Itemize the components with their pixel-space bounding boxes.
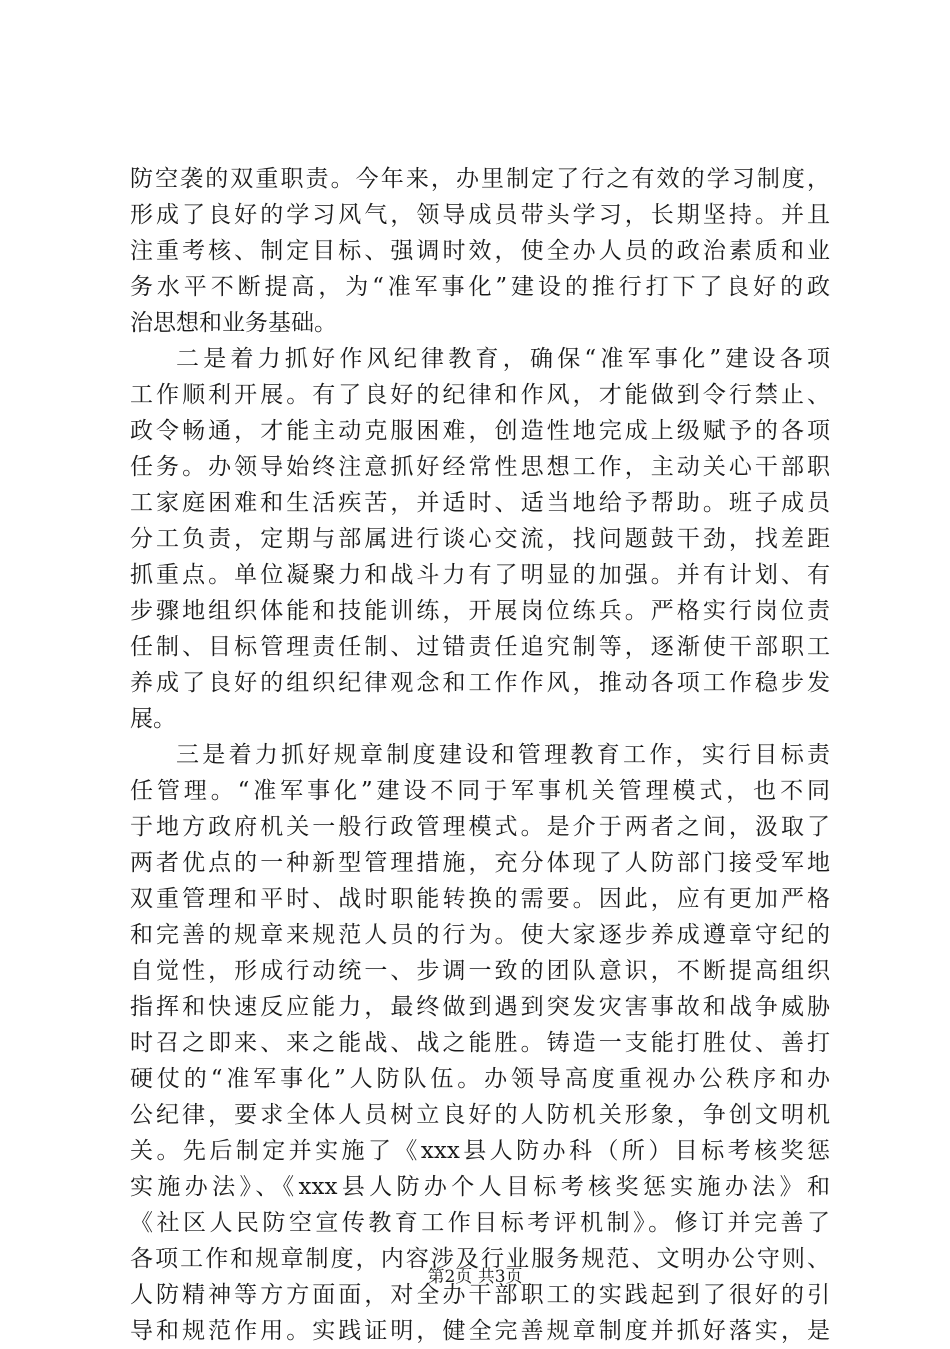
text-line: 关。先后制定并实施了《xxx县人防办科（所）目标考核奖惩 — [130, 1138, 830, 1164]
text-line: 治思想和业务基础。 — [130, 310, 337, 336]
text-line: 实施办法》、《xxx县人防办个人目标考核奖惩实施办法》和 — [130, 1174, 830, 1200]
text-line: 分工负责，定期与部属进行谈心交流，找问题鼓干劲，找差距 — [130, 526, 830, 552]
text-line: 各项工作和规章制度，内容涉及行业服务规范、文明办公守则、 — [130, 1246, 830, 1272]
text-line: 工家庭困难和生活疾苦，并适时、适当地给予帮助。班子成员 — [130, 490, 830, 516]
text-line: 任管理。“准军事化”建设不同于军事机关管理模式，也不同 — [130, 778, 830, 804]
text-line: 政令畅通，才能主动克服困难，创造性地完成上级赋予的各项 — [130, 418, 830, 444]
page-number: 第2页 共3页 — [427, 1267, 523, 1287]
text-line: 公纪律，要求全体人员树立良好的人防机关形象，争创文明机 — [130, 1102, 830, 1128]
text-line: 步骤地组织体能和技能训练，开展岗位练兵。严格实行岗位责 — [130, 598, 830, 624]
text-line: 指挥和快速反应能力，最终做到遇到突发灾害事故和战争威胁 — [130, 994, 830, 1020]
page-footer — [0, 1266, 950, 1288]
text-line: 《社区人民防空宣传教育工作目标考评机制》。修订并完善了 — [130, 1210, 830, 1236]
text-line: 任务。办领导始终注意抓好经常性思想工作，主动关心干部职 — [130, 454, 830, 480]
text-line: 注重考核、制定目标、强调时效，使全办人员的政治素质和业 — [130, 238, 830, 264]
text-line: 和完善的规章来规范人员的行为。使大家逐步养成遵章守纪的 — [130, 922, 830, 948]
text-line: 硬仗的“准军事化”人防队伍。办领导高度重视办公秩序和办 — [130, 1066, 830, 1092]
text-line: 导和规范作用。实践证明，健全完善规章制度并抓好落实，是 — [130, 1318, 830, 1344]
text-line: 三是着力抓好规章制度建设和管理教育工作，实行目标责 — [176, 742, 830, 768]
text-line: 形成了良好的学习风气，领导成员带头学习，长期坚持。并且 — [130, 202, 830, 228]
text-line: 任制、目标管理责任制、过错责任追究制等，逐渐使干部职工 — [130, 634, 830, 660]
text-line: 展。 — [130, 706, 176, 732]
text-line: 二是着力抓好作风纪律教育，确保“准军事化”建设各项 — [176, 346, 830, 372]
text-line: 时召之即来、来之能战、战之能胜。铸造一支能打胜仗、善打 — [130, 1030, 830, 1056]
text-line: 养成了良好的组织纪律观念和工作作风，推动各项工作稳步发 — [130, 670, 830, 696]
text-line: 工作顺利开展。有了良好的纪律和作风，才能做到令行禁止、 — [130, 382, 830, 408]
text-line: 双重管理和平时、战时职能转换的需要。因此，应有更加严格 — [130, 886, 830, 912]
text-line: 抓重点。单位凝聚力和战斗力有了明显的加强。并有计划、有 — [130, 562, 830, 588]
body-text — [130, 161, 830, 1349]
text-line: 于地方政府机关一般行政管理模式。是介于两者之间，汲取了 — [130, 814, 830, 840]
text-line: 两者优点的一种新型管理措施，充分体现了人防部门接受军地 — [130, 850, 830, 876]
text-line: 防空袭的双重职责。今年来，办里制定了行之有效的学习制度， — [130, 166, 830, 192]
text-line: 自觉性，形成行动统一、步调一致的团队意识，不断提高组织 — [130, 958, 830, 984]
text-line: 人防精神等方方面面，对全办干部职工的实践起到了很好的引 — [130, 1282, 830, 1308]
text-line: 务水平不断提高，为“准军事化”建设的推行打下了良好的政 — [130, 274, 830, 300]
